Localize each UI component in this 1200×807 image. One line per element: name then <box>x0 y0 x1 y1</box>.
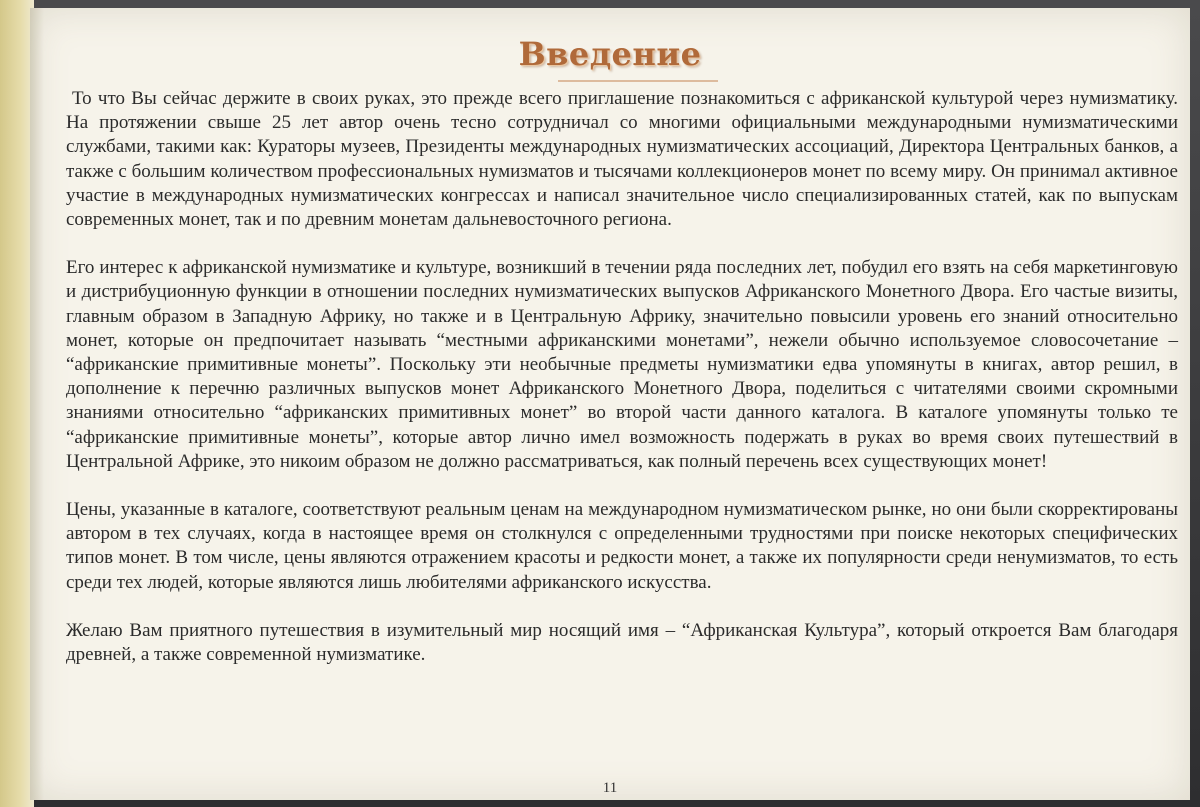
paragraph-2: Его интерес к африканской нумизматике и культуре, возникший в течении ряда последних лет, побудил его взять на себя маркетинговую и дистрибуционную функции в отношении последних нумизматических выпусков Африканского Монетного Двора. Его частые визиты, главным образом в Западную Африку, но также и в Центральную Африку, значительно повысили уровень его знаний относительно монет, которые он предпочитает называть “местными африканскими монетами”, нежели обычно используемое словосочетание – “африканские примитивные монеты”. Поскольку эти необычные предметы нумизматики едва упомянуты в книгах, автор решил, в дополнение к перечню различных выпусков монет Африканского Монетного Двора, поделиться с читателями своими скромными знаниями относительно “африканских примитивных монет” во второй части данного каталога. В каталоге упомянуты только те “африканские примитивные монеты”, которые автор лично имел возможность подержать в руках во время своих путешествий в Центральной Африке, это никоим образом не должно рассматриваться, как полный перечень всех существующих монет! <box>66 257 1178 472</box>
title-underline <box>558 80 718 82</box>
paragraph-1: То что Вы сейчас держите в своих руках, это прежде всего приглашение познакомиться с африканской культурой через нумизматику. На протяжении свыше 25 лет автор очень тесно сотрудничал со многими официальными международными нумизматическими службами, такими как: Кураторы музеев, Президенты международных нумизматических ассоциаций, Директора Центральных банков, а также с большим количеством профессиональных нумизматов и тысячами коллекционеров монет по всему миру. Он принимал активное участие в международных нумизматических конгрессах и написал значительное число специализированных статей, как по выпускам современных монет, так и по древним монетам дальневосточного региона. <box>66 88 1178 231</box>
paragraph-4: Желаю Вам приятного путешествия в изумительный мир носящий имя – “Африканская Культура”, который откроется Вам благодаря древней, а также современной нумизматике. <box>66 619 1178 666</box>
body-text <box>66 87 1178 691</box>
book-page <box>30 8 1190 800</box>
page-number: 11 <box>602 780 618 796</box>
book-spine-edge <box>0 0 34 807</box>
paragraph-3: Цены, указанные в каталоге, соответствуют реальным ценам на международном нумизматическом рынке, но они были скорректированы автором в тех случаях, когда в настоящее время он столкнулся с определенными трудностями при поиске некоторых специфических типов монет. В том числе, цены являются отражением красоты и редкости монет, а также их популярности среди ненумизматов, то есть среди тех людей, которые являются лишь любителями африканского искусства. <box>66 499 1178 593</box>
page-title: Введение <box>518 35 702 73</box>
